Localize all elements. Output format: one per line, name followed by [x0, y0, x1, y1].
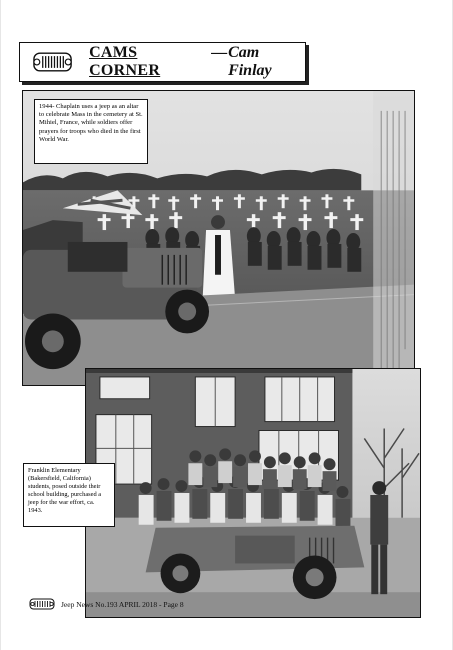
title-separator: —: [211, 44, 228, 61]
jeep-grille-icon: [30, 51, 75, 73]
jeep-grille-icon: [28, 598, 56, 610]
photo1-caption: 1944- Chaplain uses a jeep as an altar to celebrate Mass in the cemetery at St. Mihiel, France, while soldiers offer prayers for troops who died in the first World War.: [34, 99, 148, 164]
page-footer: [28, 597, 184, 611]
section-title: CAMS CORNER: [89, 44, 161, 79]
section-header: [19, 42, 306, 82]
author-name: Cam Finlay: [228, 44, 272, 79]
page-title: [89, 44, 305, 80]
footer-text: Jeep News No.193 APRIL 2018 - Page 8: [61, 599, 184, 609]
school-jeep-photo: [85, 368, 421, 618]
photo2-caption: Franklin Elementary (Bakersfield, California) students, posed outside their school building, purchased a jeep for the war effort, ca. 1943.: [23, 463, 115, 527]
